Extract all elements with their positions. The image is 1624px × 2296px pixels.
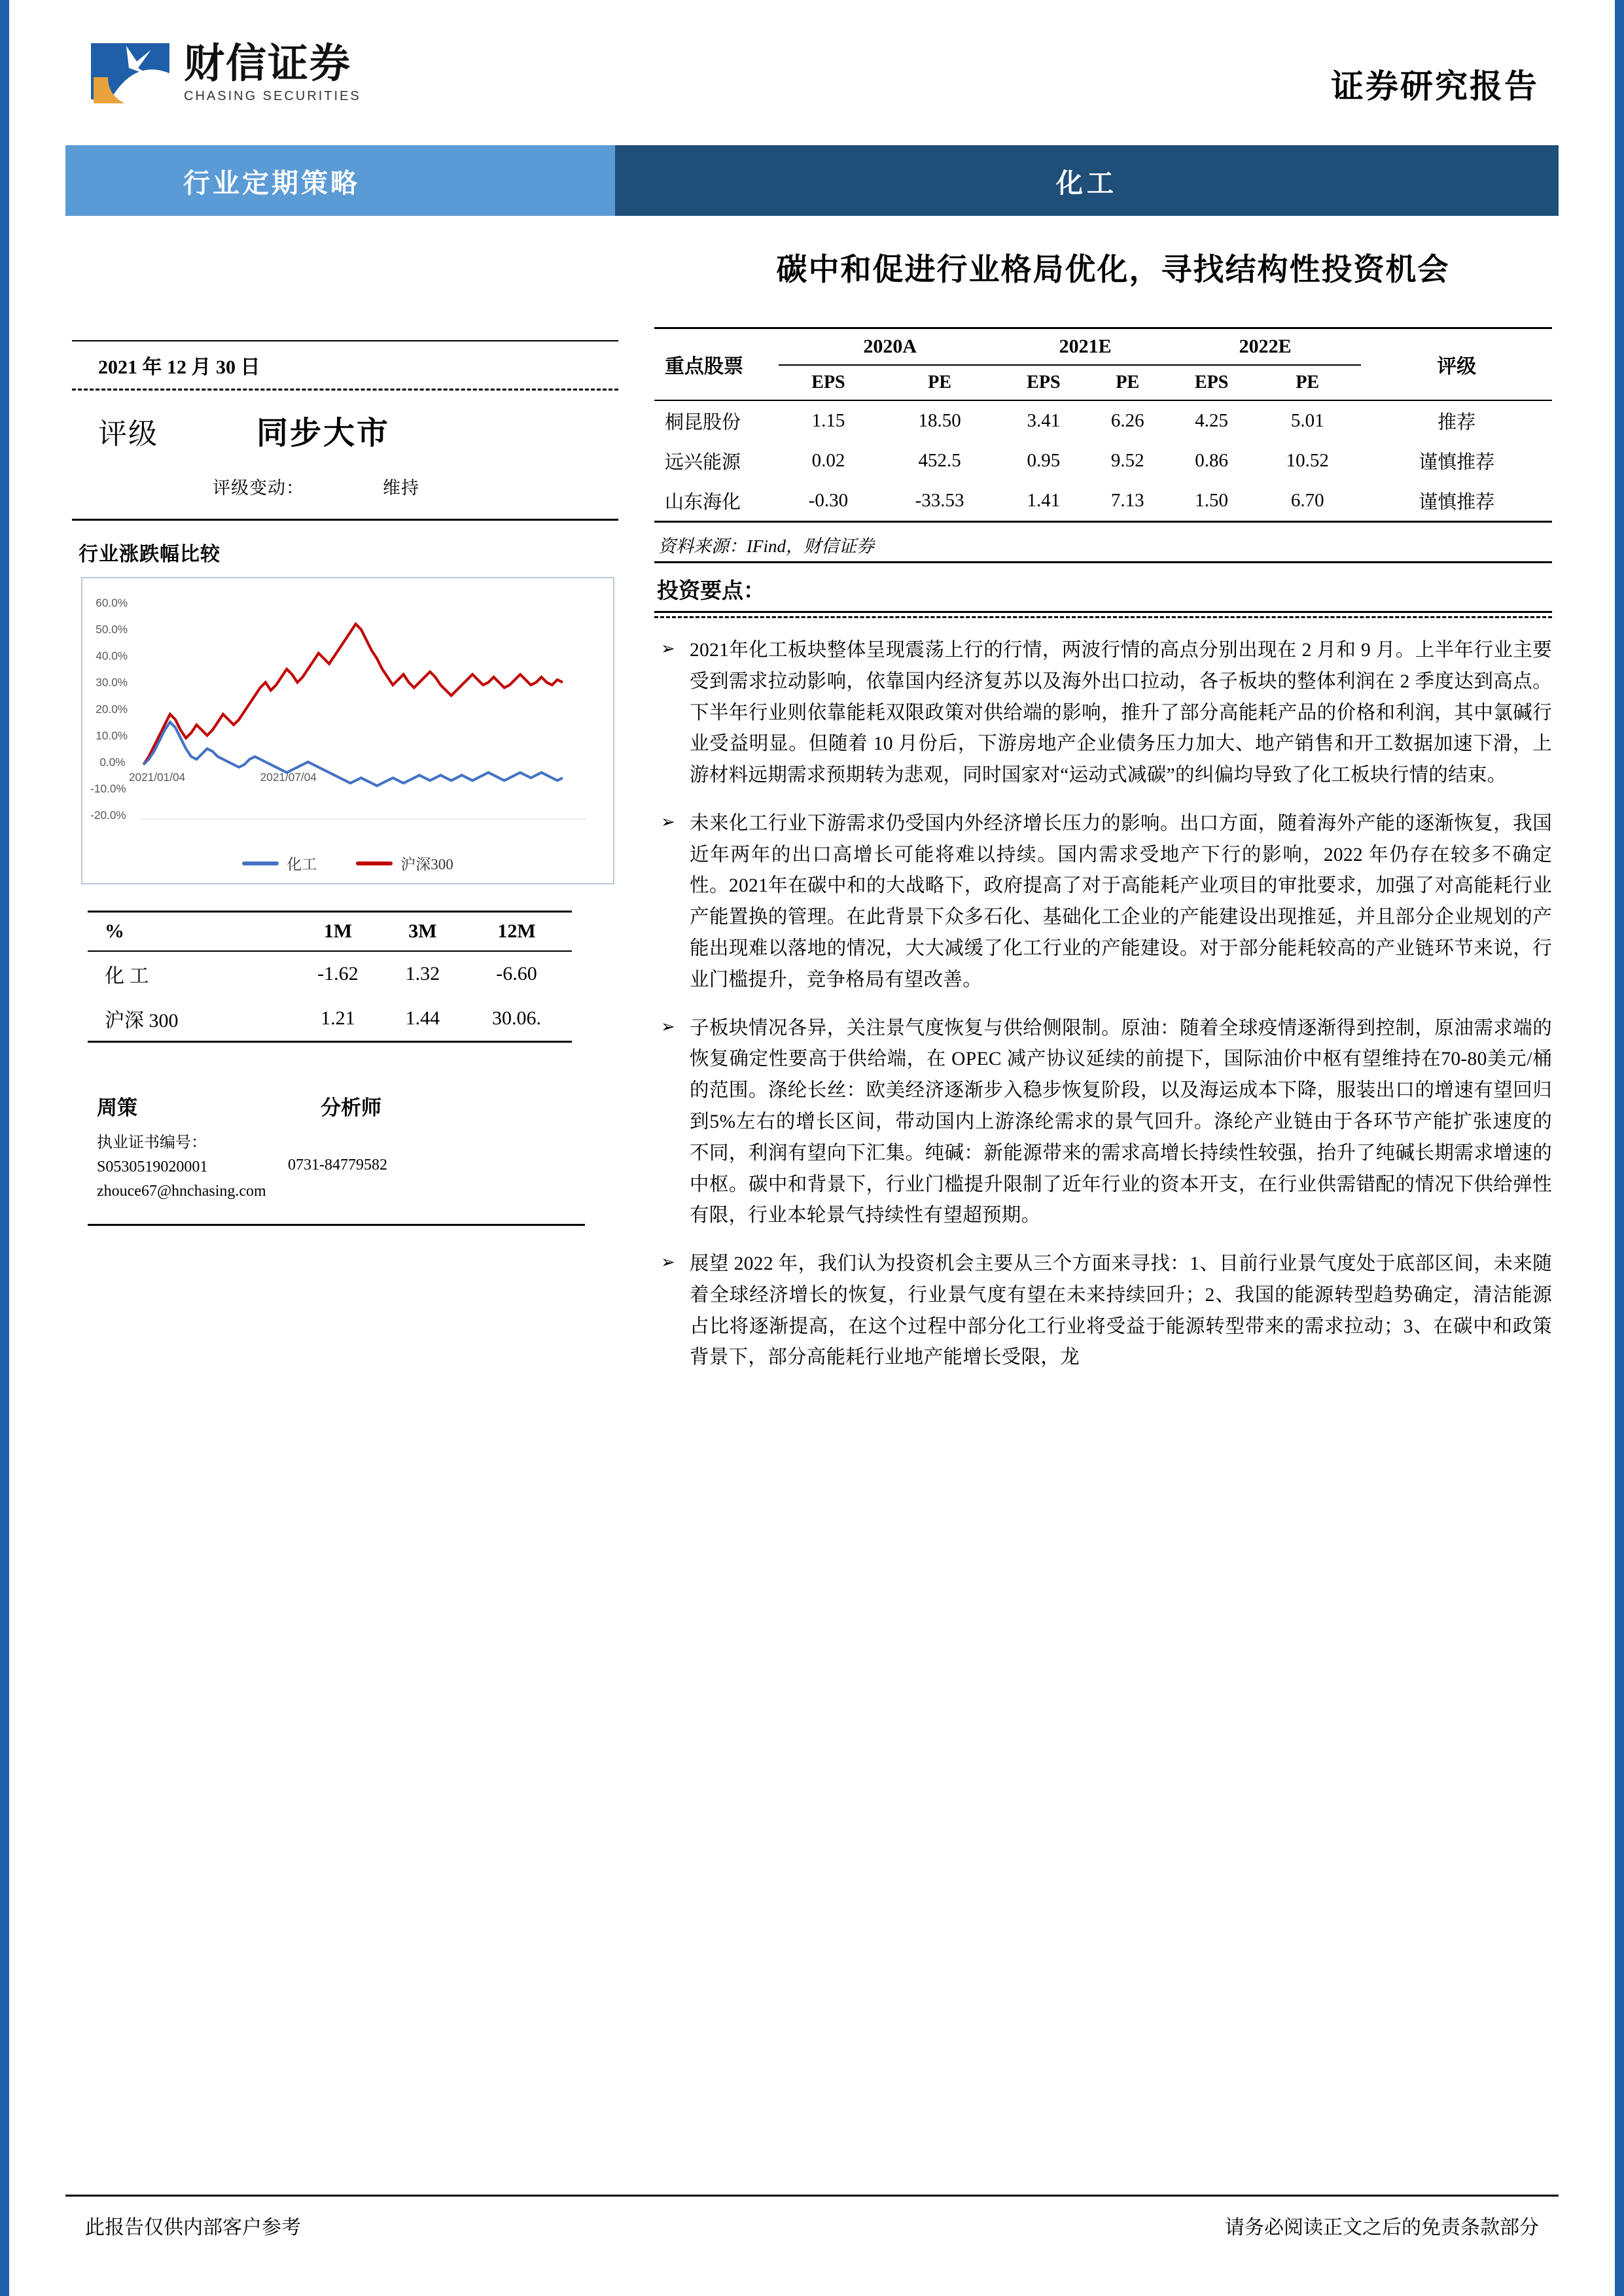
bullet-marker-icon: ➢: [661, 639, 676, 658]
table-row: [654, 481, 1552, 521]
stock-cell: 6.26: [1110, 410, 1144, 431]
stock-name: 桐昆股份: [665, 412, 741, 433]
perf-row1-name: 沪深 300: [105, 1010, 179, 1032]
chart-svg: [82, 578, 613, 890]
legend-label: 沪深300: [400, 856, 453, 873]
stock-cell: 0.02: [811, 450, 845, 471]
stock-cell: 5.01: [1290, 410, 1324, 431]
stock-cell: -33.53: [915, 490, 964, 511]
svg-text:30.0%: 30.0%: [96, 676, 128, 689]
investment-points-title: 投资要点：: [657, 580, 765, 603]
stock-sub-5: PE: [1296, 372, 1320, 392]
perf-row1-1m: 1.21: [321, 1007, 355, 1029]
analyst-role-label: 分析师: [321, 1096, 381, 1119]
rating-value: 同步大市: [256, 416, 391, 451]
points-rule-dashed: [654, 616, 1552, 618]
right-column: [654, 327, 1552, 1374]
stock-sub-3: PE: [1116, 372, 1140, 392]
legend-item-0: [242, 852, 317, 874]
points-rule-mid: [654, 611, 1552, 613]
source-note: 资料来源：IFind，财信证券: [658, 536, 874, 556]
stock-sub-1: PE: [928, 372, 951, 392]
stock-group-2022e: 2022E: [1169, 328, 1361, 366]
stock-col-title: 重点股票: [665, 356, 743, 377]
legend-item-1: [356, 852, 453, 874]
company-name-cn: 财信证券: [184, 41, 352, 86]
stock-group-2021e: 2021E: [1001, 328, 1169, 366]
table-row: [654, 400, 1552, 441]
rating-label: 评级: [98, 418, 158, 450]
analyst-cert-line: [97, 1131, 287, 1179]
bullet-marker-icon: ➢: [661, 1253, 676, 1272]
company-logo: [88, 39, 361, 107]
stock-cell: 1.15: [811, 410, 845, 431]
bullet-text: 未来化工行业下游需求仍受国内外经济增长压力的影响。出口方面，随着海外产能的逐渐恢复，我国近年两年的出口高增长可能将难以持续。国内需求受地产下行的影响，2022 年仍存在较多不确定性。2021年在碳中和的大战略下，政府提高了对于高能耗产业项目的审批要求，加强了对高能耗行业产能置换的管理。在此背景下众多石化、基础化工企业的产能建设出现推延，并且部分企业规划的产能出现难以落地的情况，大大减缓了化工行业的产能建设。对于部分能耗较高的产业链环节来说，行业门槛提升，竞争格局有望改善。: [690, 812, 1552, 990]
svg-text:0.0%: 0.0%: [99, 755, 126, 769]
table-header-row: [88, 912, 572, 952]
stock-cell: 452.5: [918, 450, 961, 471]
page-footer: [65, 2195, 1559, 2240]
legend-swatch-icon: [242, 861, 279, 865]
page-right-border: [1615, 0, 1624, 2296]
bullet-item: [654, 1249, 1552, 1374]
stock-cell: 7.13: [1110, 490, 1144, 511]
perf-row0-12m: -6.60: [496, 963, 537, 984]
performance-table: [88, 911, 572, 1041]
bullet-text: 展望 2022 年，我们认为投资机会主要从三个方面来寻找：1、目前行业景气度处于底部区间，未来随着全球经济增长的恢复，行业景气度有望在未来持续回升；2、我国的能源转型趋势确定，清洁能源占比将逐渐提高，在这个过程中部分化工行业将受益于能源转型带来的需求拉动；3、在碳中和政策背景下，部分高能耗行业地产能增长受限，龙: [690, 1253, 1552, 1368]
stock-cell: 6.70: [1290, 490, 1324, 511]
page-content: [65, 0, 1559, 2296]
left-column: [72, 340, 618, 1226]
stock-sub-0: EPS: [811, 372, 845, 392]
legend-label: 化工: [287, 856, 317, 873]
perf-col-3: 12M: [497, 920, 536, 942]
stock-cell: 0.95: [1027, 450, 1061, 471]
logo-text: [184, 43, 361, 104]
stock-cell: 10.52: [1286, 450, 1329, 471]
perf-row1-3m: 1.44: [405, 1007, 440, 1029]
footer-row: [65, 2197, 1559, 2240]
logo-mark-icon: [88, 39, 172, 107]
analyst-cert-block: [97, 1131, 287, 1204]
svg-text:2021/01/04: 2021/01/04: [128, 771, 186, 784]
analyst-email[interactable]: zhouce67@hnchasing.com: [97, 1183, 266, 1200]
page-left-border: [0, 0, 9, 2296]
perf-row0-name: 化 工: [105, 965, 149, 987]
key-stocks-table: [654, 327, 1552, 521]
analyst-bottom-rule: [88, 1224, 585, 1226]
industry-performance-chart: [81, 577, 614, 884]
svg-text:50.0%: 50.0%: [96, 623, 128, 636]
stock-sub-2: EPS: [1027, 372, 1061, 392]
rating-row: [72, 391, 618, 457]
bullet-text: 2021年化工板块整体呈现震荡上行的行情，两波行情的高点分别出现在 2 月和 9 月。上半年行业主要受到需求拉动影响，依靠国内经济复苏以及海外出口拉动，各子板块的整体利润在 2 季度达到高点。下半年行业则依靠能耗双限政策对供给端的影响，推升了部分高能耗产品的价格和利润，其中氯碱行业受益明显。但随着 10 月份后，下游房地产企业债务压力加大、地产销售和开工数据加速下滑，上游材料远期需求预期转为悲观，同时国家对“运动式减碳”的纠偏均导致了化工板块行情的结束。: [690, 640, 1552, 786]
stock-cell: 1.41: [1027, 490, 1061, 511]
perf-table-bottom-rule: [88, 1041, 572, 1043]
report-kind-label: 证券研究报告: [1331, 68, 1539, 105]
table-header-row-groups: [654, 328, 1552, 366]
rating-change-row: [72, 457, 618, 519]
stock-cell: 3.41: [1027, 410, 1061, 431]
stock-cell: 4.25: [1195, 410, 1228, 431]
svg-text:-10.0%: -10.0%: [90, 782, 126, 795]
stock-rating: 谨慎推荐: [1419, 452, 1495, 473]
banner-report-type: 行业定期策略: [65, 145, 615, 216]
page-header: [65, 26, 1559, 124]
svg-text:60.0%: 60.0%: [96, 596, 128, 610]
svg-text:20.0%: 20.0%: [96, 702, 128, 716]
stock-cell: -0.30: [808, 490, 849, 511]
stock-rating-col-title: 评级: [1437, 356, 1477, 377]
page-title: 碳中和促进行业格局优化，寻找结构性投资机会: [776, 252, 1450, 287]
svg-text:40.0%: 40.0%: [96, 649, 128, 663]
banner-industry: 化工: [615, 145, 1559, 216]
analyst-phone: 0731-84779582: [288, 1157, 387, 1174]
perf-row0-3m: 1.32: [405, 963, 440, 984]
table-row: [654, 441, 1552, 481]
stock-rating: 谨慎推荐: [1419, 492, 1495, 513]
analyst-block: [88, 1079, 585, 1226]
rating-change-value: 维持: [383, 478, 419, 498]
analyst-cert-no: S0530519020001: [97, 1158, 208, 1176]
perf-row0-1m: -1.62: [317, 963, 359, 984]
footer-left-note: 此报告仅供内部客户参考: [85, 2217, 301, 2238]
stock-cell: 18.50: [918, 410, 961, 431]
analyst-body-row: [88, 1127, 585, 1224]
footer-right-note: 请务必阅读正文之后的免责条款部分: [1225, 2217, 1539, 2238]
stock-rating: 推荐: [1438, 412, 1476, 433]
bullet-text: 子板块情况各异，关注景气度恢复与供给侧限制。原油：随着全球疫情逐渐得到控制，原油需求端的恢复确定性要高于供给端，在 OPEC 减产协议延续的前提下，国际油价中枢有望维持在70-80美元/桶的范围。涤纶长丝：欧美经济逐渐步入稳步恢复阶段，以及海运成本下降，服装出口的增速有望回归到5%左右的增长区间，带动国内上游涤纶需求的景气回升。涤纶产业链由于各环节产能扩张速度的不同，利润有望向下汇集。纯碱：新能源带来的需求高增长持续性较强，抬升了纯碱长期需求增速的中枢。碳中和背景下，行业门槛提升限制了近年行业的资本开支，在行业供需错配的情况下供给弹性有限，行业本轮景气持续性有望超预期。: [690, 1017, 1552, 1226]
perf-row1-12m: 30.06.: [492, 1007, 541, 1029]
svg-text:-20.0%: -20.0%: [90, 808, 126, 822]
bullet-marker-icon: ➢: [661, 812, 676, 831]
perf-col-2: 3M: [408, 920, 437, 942]
svg-text:2021/07/04: 2021/07/04: [260, 771, 317, 784]
analyst-cert-label: 执业证书编号：: [97, 1134, 207, 1151]
bullet-marker-icon: ➢: [661, 1017, 676, 1036]
analyst-name: 周策: [97, 1096, 137, 1119]
chart-section-title: 行业涨跌幅比较: [79, 544, 221, 565]
table-row: [88, 996, 572, 1041]
company-name-en: CHASING SECURITIES: [184, 89, 361, 104]
report-date: 2021 年 12 月 30 日: [98, 357, 260, 378]
stock-sub-4: EPS: [1194, 372, 1229, 392]
stock-cell: 9.52: [1110, 450, 1144, 471]
stock-cell: 1.50: [1195, 490, 1228, 511]
table-row: [88, 951, 572, 996]
stock-name: 远兴能源: [665, 452, 741, 473]
svg-text:10.0%: 10.0%: [96, 729, 128, 742]
stock-cell: 0.86: [1195, 450, 1228, 471]
category-banner: [65, 145, 1559, 216]
rating-change-label: 评级变动：: [213, 478, 304, 498]
perf-col-1: 1M: [323, 920, 353, 942]
bullet-item: [654, 809, 1552, 996]
analyst-head-row: [88, 1079, 585, 1127]
legend-swatch-icon: [356, 861, 393, 865]
stock-group-2020a: 2020A: [779, 328, 1001, 366]
bullet-item: [654, 635, 1552, 791]
chart-legend: [82, 852, 613, 874]
stock-name: 山东海化: [665, 492, 741, 513]
bullet-item: [654, 1013, 1552, 1232]
perf-col-0: %: [105, 920, 124, 942]
